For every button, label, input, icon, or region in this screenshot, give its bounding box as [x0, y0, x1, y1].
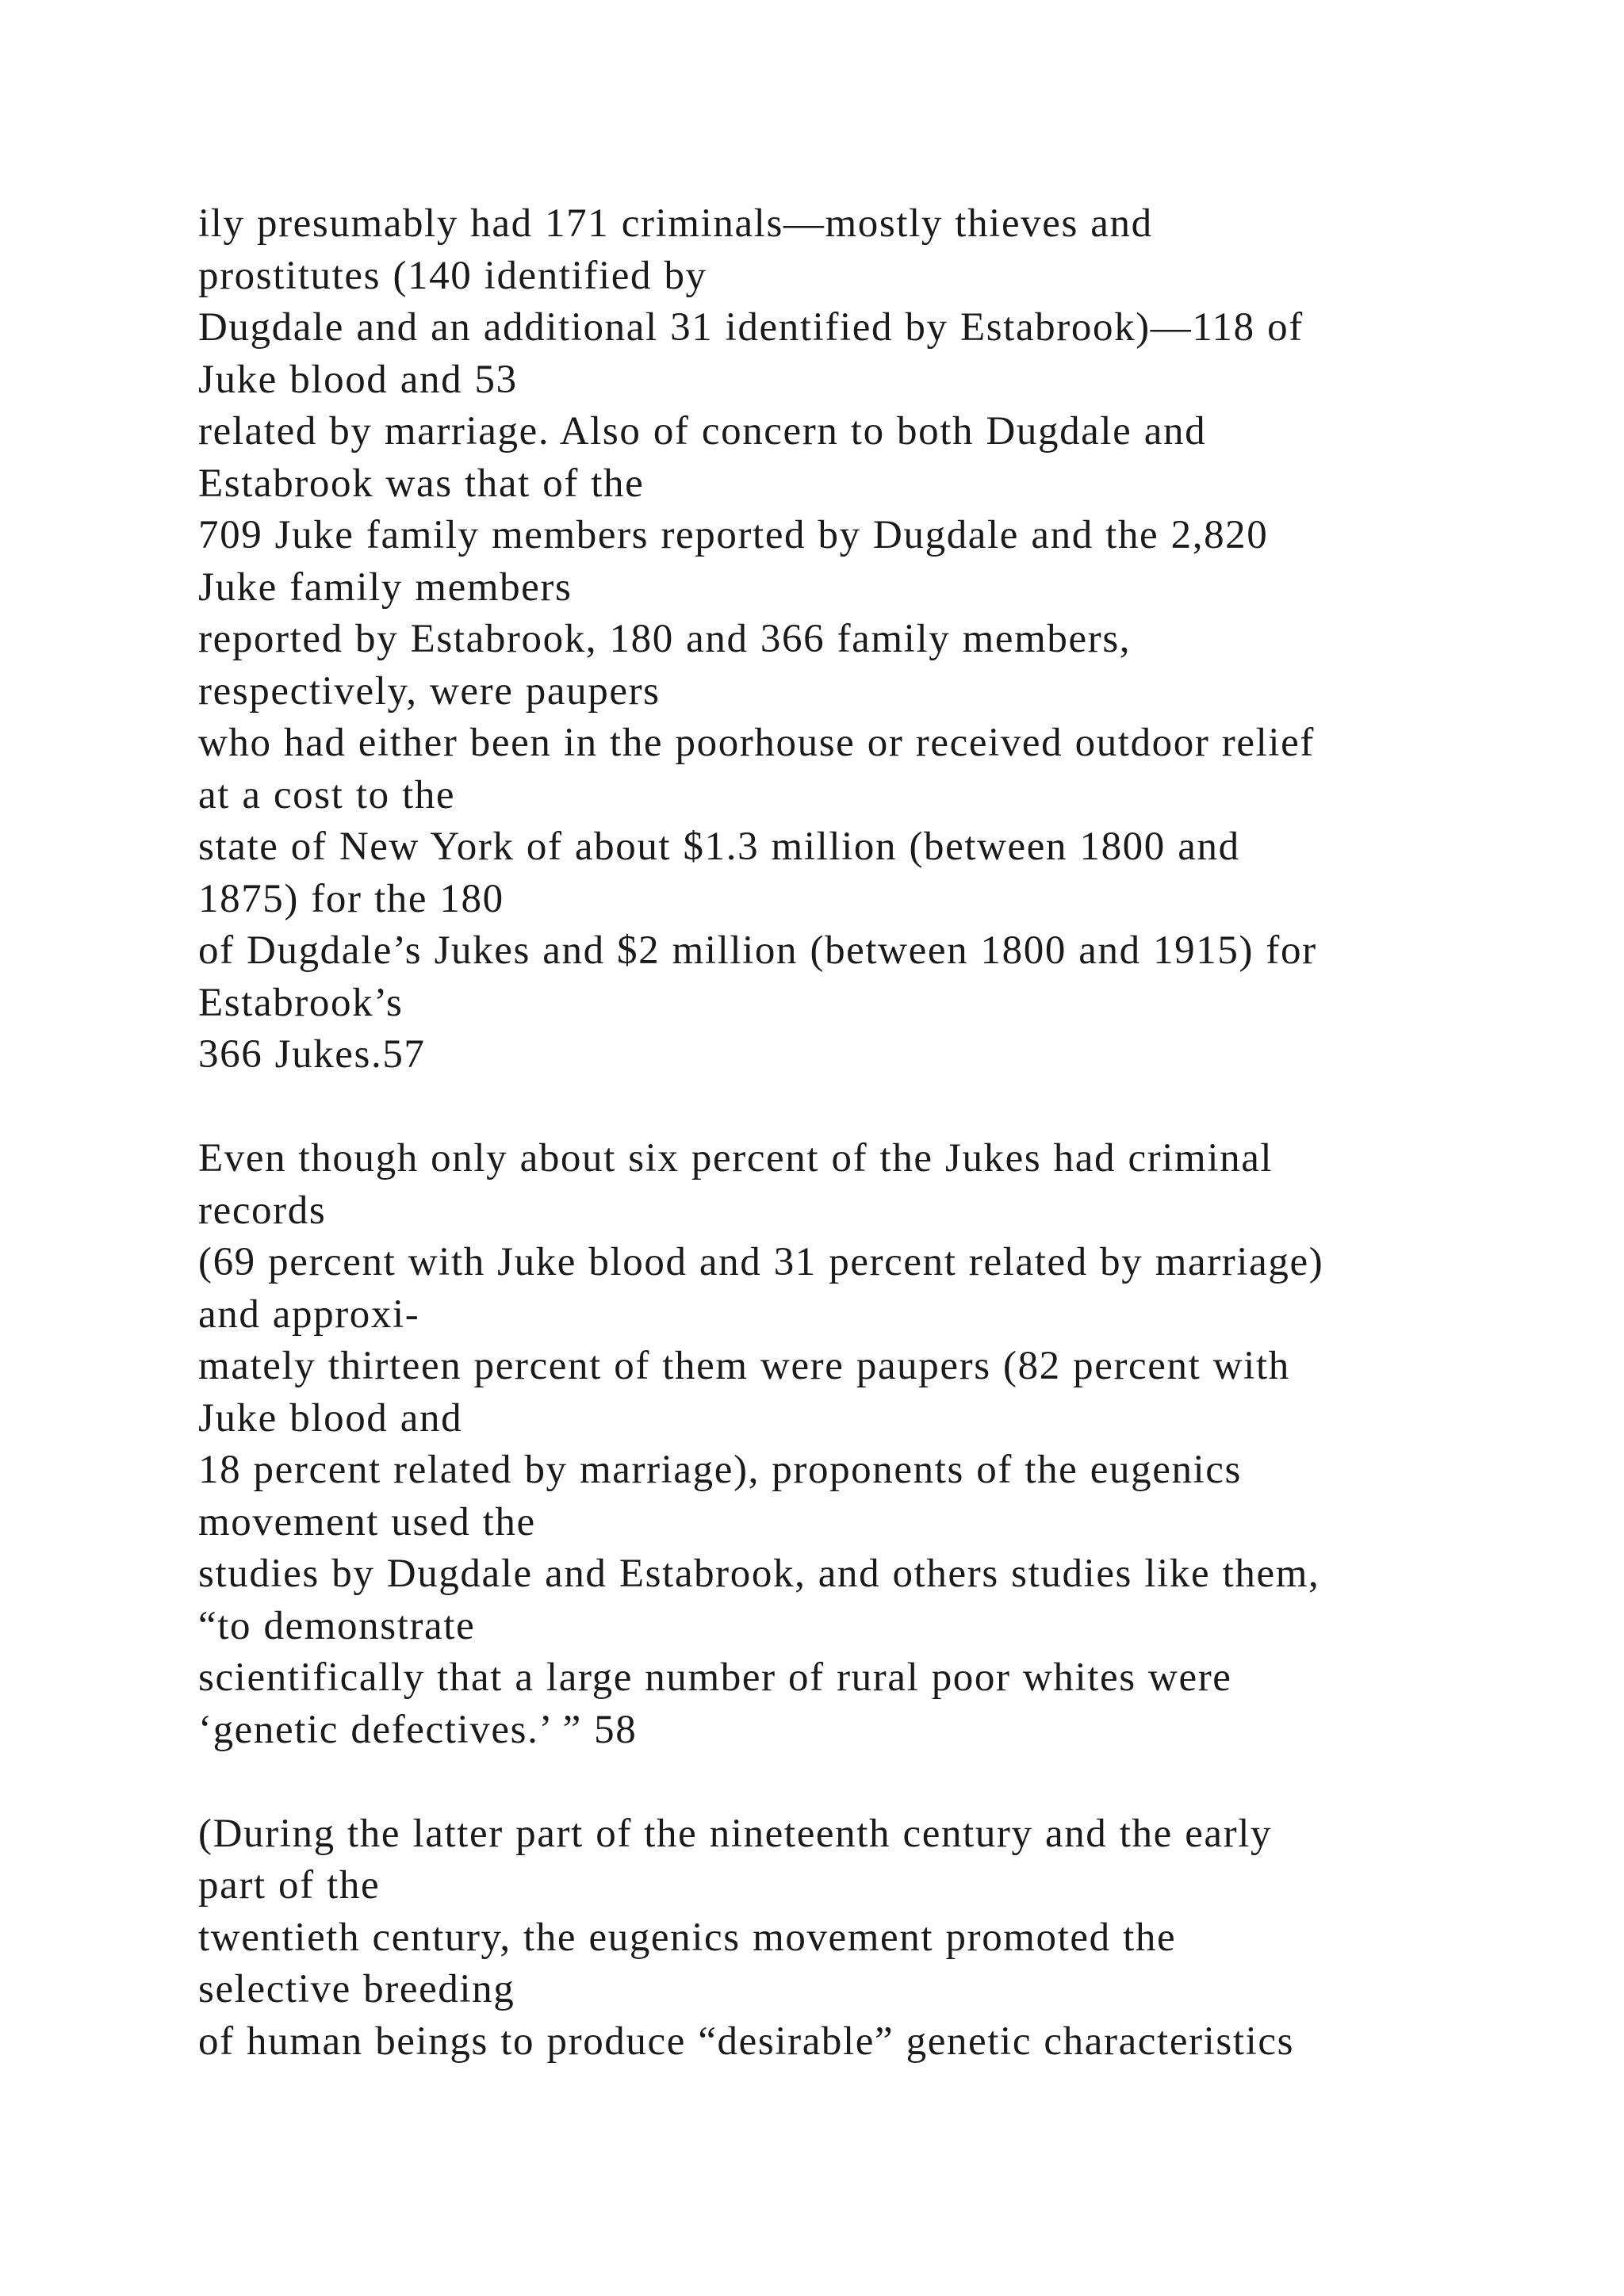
text-line: Even though only about six percent of the Jukes had criminal: [198, 1136, 1274, 1181]
text-line: respectively, were paupers: [198, 668, 661, 714]
text-line: mately thirteen percent of them were paupers (82 percent with: [198, 1344, 1290, 1388]
text-line: Juke family members: [198, 564, 573, 610]
paragraph-gap: [198, 1756, 1546, 1808]
text-line: related by marriage. Also of concern to both Dugdale and: [198, 409, 1207, 453]
text-line: state of New York of about $1.3 million (between 1800 and: [198, 825, 1240, 869]
paragraph-1: [198, 198, 1546, 1081]
text-line: ily presumably had 171 criminals—mostly thieves and: [198, 201, 1153, 246]
text-line: reported by Estabrook, 180 and 366 family members,: [198, 617, 1132, 661]
text-line: part of the: [198, 1863, 381, 1908]
text-line: Estabrook was that of the: [198, 461, 645, 506]
text-line: of human beings to produce “desirable” genetic characteristics: [198, 2019, 1295, 2064]
paragraph-2: [198, 1133, 1546, 1756]
text-line: studies by Dugdale and Estabrook, and others studies like them,: [198, 1552, 1320, 1596]
text-line: Dugdale and an additional 31 identified by Estabrook)—118 of: [198, 305, 1304, 350]
text-line: twentieth century, the eugenics movement promoted the: [198, 1915, 1177, 1960]
text-line: 18 percent related by marriage), proponents of the eugenics: [198, 1448, 1242, 1492]
paragraph-3: [198, 1808, 1546, 2068]
text-line: ‘genetic defectives.’ ” 58: [198, 1707, 638, 1752]
text-line: of Dugdale’s Jukes and $2 million (between 1800 and 1915) for: [198, 928, 1317, 973]
text-line: and approxi-: [198, 1292, 420, 1337]
text-line: (69 percent with Juke blood and 31 percent related by marriage): [198, 1240, 1324, 1284]
text-line: who had either been in the poorhouse or received outdoor relief: [198, 721, 1315, 765]
paragraph-gap: [198, 1081, 1546, 1134]
text-line: movement used the: [198, 1499, 536, 1544]
text-line: “to demonstrate: [198, 1603, 476, 1648]
text-line: 366 Jukes.57: [198, 1032, 426, 1077]
text-line: Estabrook’s: [198, 980, 404, 1025]
text-line: scientifically that a large number of rural poor whites were: [198, 1655, 1232, 1700]
text-line: selective breeding: [198, 1967, 515, 2011]
text-line: at a cost to the: [198, 772, 456, 817]
text-line: prostitutes (140 identified by: [198, 253, 707, 298]
text-line: 1875) for the 180: [198, 876, 504, 921]
text-line: records: [198, 1188, 327, 1233]
text-line: Juke blood and 53: [198, 357, 518, 402]
body-text: [198, 198, 1546, 2068]
text-line: 709 Juke family members reported by Dugdale and the 2,820: [198, 513, 1269, 557]
text-line: (During the latter part of the nineteenth century and the early: [198, 1811, 1273, 1856]
text-line: Juke blood and: [198, 1395, 463, 1441]
